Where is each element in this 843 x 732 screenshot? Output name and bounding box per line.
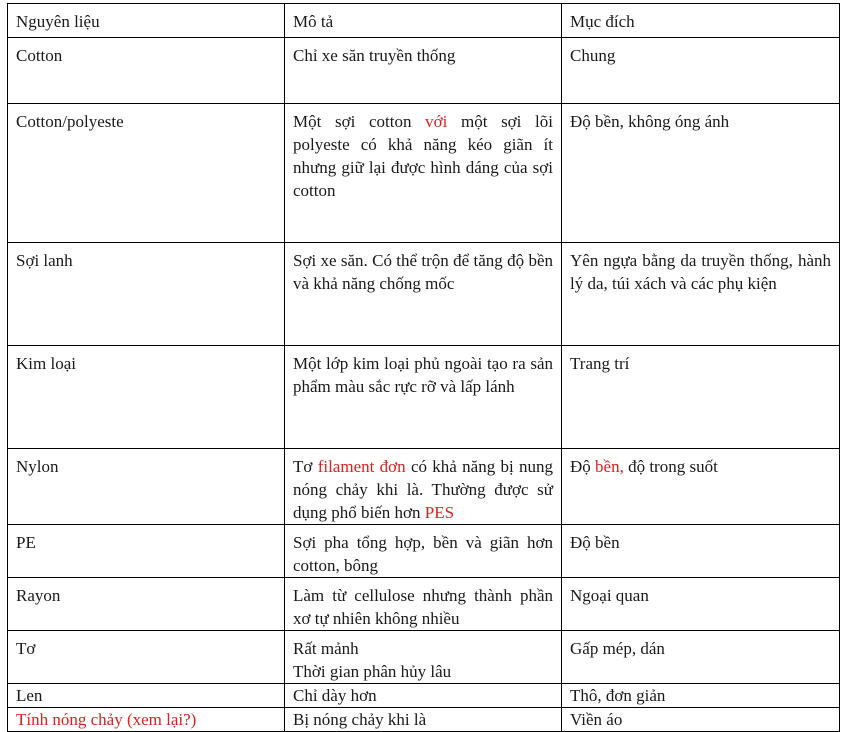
description-cell <box>285 38 562 104</box>
purpose-cell <box>562 708 840 732</box>
text-segment: Trang trí <box>570 354 630 373</box>
text-segment: Chỉ xe săn truyền thống <box>293 46 456 65</box>
text-segment: Yên ngựa bằng da truyền thống, hành lý da, túi xách và các phụ kiện <box>570 251 831 293</box>
table-row <box>8 631 840 684</box>
header-purpose: Mục đích <box>562 4 840 38</box>
text-segment: có khả năng bị nung nóng chảy khi là. Thường được sử dụng phổ biến hơn <box>293 457 554 522</box>
description-cell <box>285 631 562 684</box>
text-segment: Chỉ dày hơn <box>293 686 377 705</box>
text-segment: Thô, đơn giản <box>570 686 666 705</box>
description-line: Rất mảnh <box>293 639 359 658</box>
highlighted-text: bền, <box>595 457 624 476</box>
text-segment: Ngoại quan <box>570 586 649 605</box>
header-row <box>8 4 840 38</box>
highlighted-text: với <box>425 112 448 131</box>
description-cell <box>285 684 562 708</box>
text-segment: Chung <box>570 46 616 65</box>
description-cell <box>285 578 562 631</box>
materials-table-body <box>8 4 840 732</box>
text-segment: Một lớp kim loại phủ ngoài tạo ra sản phẩm màu sắc rực rỡ và lấp lánh <box>293 354 553 396</box>
purpose-cell <box>562 346 840 449</box>
purpose-cell <box>562 631 840 684</box>
material-cell: Tơ <box>8 631 285 684</box>
material-cell: Len <box>8 684 285 708</box>
table-row <box>8 525 840 578</box>
description-line: Thời gian phân hủy lâu <box>293 662 452 681</box>
material-cell: Cotton/polyeste <box>8 104 285 243</box>
description-cell <box>285 449 562 525</box>
purpose-cell <box>562 684 840 708</box>
table-row <box>8 346 840 449</box>
text-segment: Một sợi cotton <box>293 112 426 131</box>
table-row <box>8 38 840 104</box>
table-row <box>8 684 840 708</box>
purpose-cell <box>562 243 840 346</box>
text-segment: Độ bền <box>570 533 620 552</box>
table-row <box>8 449 840 525</box>
table-row <box>8 708 840 732</box>
text-segment: Gấp mép, dán <box>570 639 665 658</box>
purpose-cell <box>562 38 840 104</box>
purpose-cell <box>562 578 840 631</box>
material-cell: Kim loại <box>8 346 285 449</box>
header-description: Mô tả <box>285 4 562 38</box>
materials-table <box>7 3 840 732</box>
text-segment: Tơ <box>293 457 318 476</box>
material-cell: Rayon <box>8 578 285 631</box>
table-row <box>8 104 840 243</box>
text-segment: Độ <box>570 457 596 476</box>
description-cell <box>285 525 562 578</box>
highlighted-text: PES <box>424 503 455 522</box>
text-segment: Sợi pha tổng hợp, bền và giãn hơn cotton, bông <box>293 533 553 575</box>
header-material: Nguyên liệu <box>8 4 285 38</box>
table-row <box>8 243 840 346</box>
purpose-cell <box>562 449 840 525</box>
table-row <box>8 578 840 631</box>
purpose-cell <box>562 525 840 578</box>
highlighted-text: filament đơn <box>317 457 406 476</box>
text-segment: độ trong suốt <box>623 457 718 476</box>
text-segment: Độ bền, không óng ánh <box>570 112 730 131</box>
material-cell: Nylon <box>8 449 285 525</box>
text-segment: một sợi lõi polyeste có khả năng kéo giãn ít nhưng giữ lại được hình dáng của sợi cotton <box>293 112 553 200</box>
material-cell: Sợi lanh <box>8 243 285 346</box>
text-segment: Sợi xe săn. Có thể trộn để tăng độ bền và khả năng chống mốc <box>293 251 553 293</box>
description-cell <box>285 346 562 449</box>
text-segment: Viền áo <box>570 710 623 729</box>
description-cell <box>285 104 562 243</box>
description-cell <box>285 243 562 346</box>
text-segment: Bị nóng chảy khi là <box>293 710 427 729</box>
text-segment: Làm từ cellulose nhưng thành phần xơ tự nhiên không nhiều <box>293 586 553 628</box>
purpose-cell <box>562 104 840 243</box>
material-cell: PE <box>8 525 285 578</box>
material-cell: Cotton <box>8 38 285 104</box>
description-cell <box>285 708 562 732</box>
material-cell: Tính nóng chảy (xem lại?) <box>8 708 285 732</box>
